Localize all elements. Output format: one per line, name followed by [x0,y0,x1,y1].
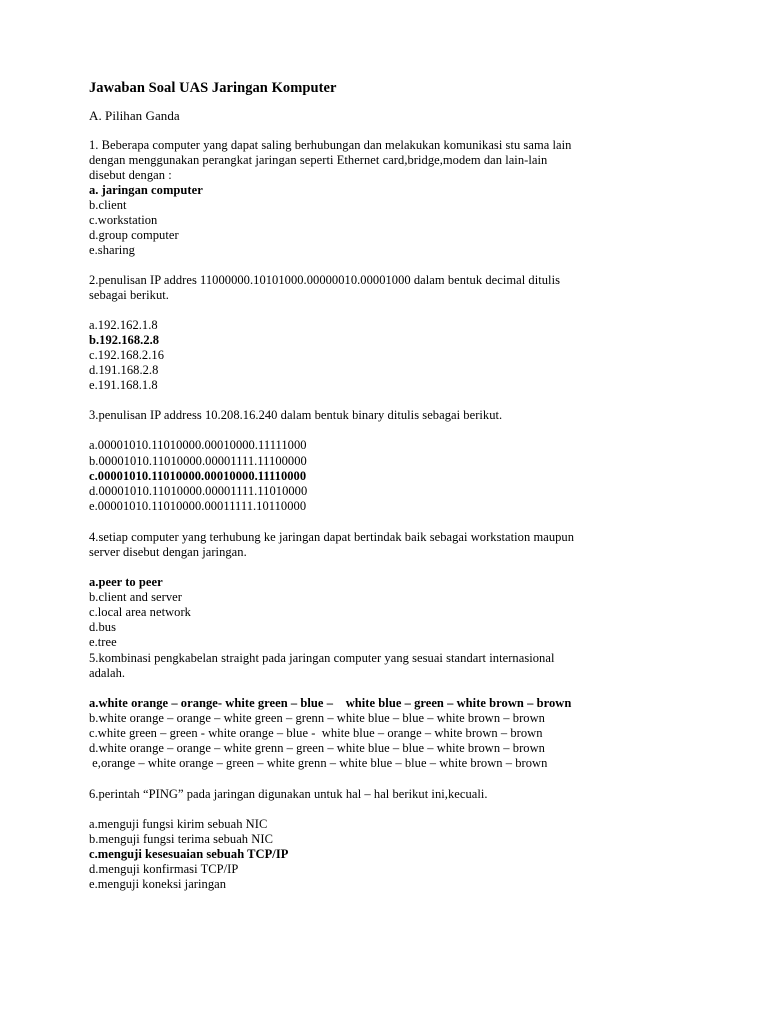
question-5-line-1: 5.kombinasi pengkabelan straight pada jaringan computer yang sesuai standart internasional [89,651,555,665]
question-1-option-e: e.sharing [89,243,135,257]
question-3-option-b: b.00001010.11010000.00001111.11100000 [89,454,307,468]
document-title: Jawaban Soal UAS Jaringan Komputer [89,80,337,96]
question-1-option-c: c.workstation [89,213,158,227]
question-4-option-b: b.client and server [89,590,182,604]
question-1-option-b: b.client [89,198,127,212]
question-4-option-e: e.tree [89,635,117,649]
question-2-option-a: a.192.162.1.8 [89,318,158,332]
question-2-line-1: 2.penulisan IP addres 11000000.10101000.00000010.00001000 dalam bentuk decimal ditulis [89,273,561,287]
question-4-line-1: 4.setiap computer yang terhubung ke jaringan dapat bertindak baik sebagai workstation maupun [89,530,575,544]
question-3-option-d: d.00001010.11010000.00001111.11010000 [89,484,308,498]
question-6-option-a: a.menguji fungsi kirim sebuah NIC [89,817,268,831]
question-6-option-b: b.menguji fungsi terima sebuah NIC [89,832,273,846]
question-2-option-e: e.191.168.1.8 [89,378,158,392]
question-5-option-d: d.white orange – orange – white grenn – green – white blue – blue – white brown – brown [89,741,545,755]
question-1-option-d: d.group computer [89,228,179,242]
question-1-line-3: disebut dengan : [89,168,172,182]
question-5-option-e: e,orange – white orange – green – white grenn – white blue – blue – white brown – brown [89,756,548,770]
question-6-line-1: 6.perintah “PING” pada jaringan digunakan untuk hal – hal berikut ini,kecuali. [89,787,488,801]
question-3-option-c-answer: c.00001010.11010000.00010000.11110000 [89,469,307,483]
question-4-option-c: c.local area network [89,605,191,619]
question-1-line-1: 1. Beberapa computer yang dapat saling berhubungan dan melakukan komunikasi stu sama lain [89,138,572,152]
question-4-option-d: d.bus [89,620,116,634]
question-6-option-c-answer: c.menguji kesesuaian sebuah TCP/IP [89,847,289,861]
question-5-option-a-answer: a.white orange – orange- white green – blue – white blue – green – white brown – brown [89,696,572,710]
question-2-option-b-answer: b.192.168.2.8 [89,333,160,347]
question-4-line-2: server disebut dengan jaringan. [89,545,247,559]
question-4-option-a-answer: a.peer to peer [89,575,163,589]
question-5-option-b: b.white orange – orange – white green – grenn – white blue – blue – white brown – brown [89,711,545,725]
question-6-option-d: d.menguji konfirmasi TCP/IP [89,862,239,876]
question-3-option-e: e.00001010.11010000.00011111.10110000 [89,499,307,513]
question-5-line-2: adalah. [89,666,126,680]
question-3-option-a: a.00001010.11010000.00010000.11111000 [89,438,307,452]
question-6-option-e: e.menguji koneksi jaringan [89,877,227,891]
question-2-line-2: sebagai berikut. [89,288,169,302]
section-heading: A. Pilihan Ganda [89,108,180,123]
question-2-option-c: c.192.168.2.16 [89,348,164,362]
question-3-line-1: 3.penulisan IP address 10.208.16.240 dalam bentuk binary ditulis sebagai berikut. [89,408,503,422]
question-5-option-c: c.white green – green - white orange – blue - white blue – orange – white brown – brown [89,726,543,740]
question-1-line-2: dengan menggunakan perangkat jaringan seperti Ethernet card,bridge,modem dan lain-lain [89,153,548,167]
question-2-option-d: d.191.168.2.8 [89,363,159,377]
question-1-option-a-answer: a. jaringan computer [89,183,203,197]
